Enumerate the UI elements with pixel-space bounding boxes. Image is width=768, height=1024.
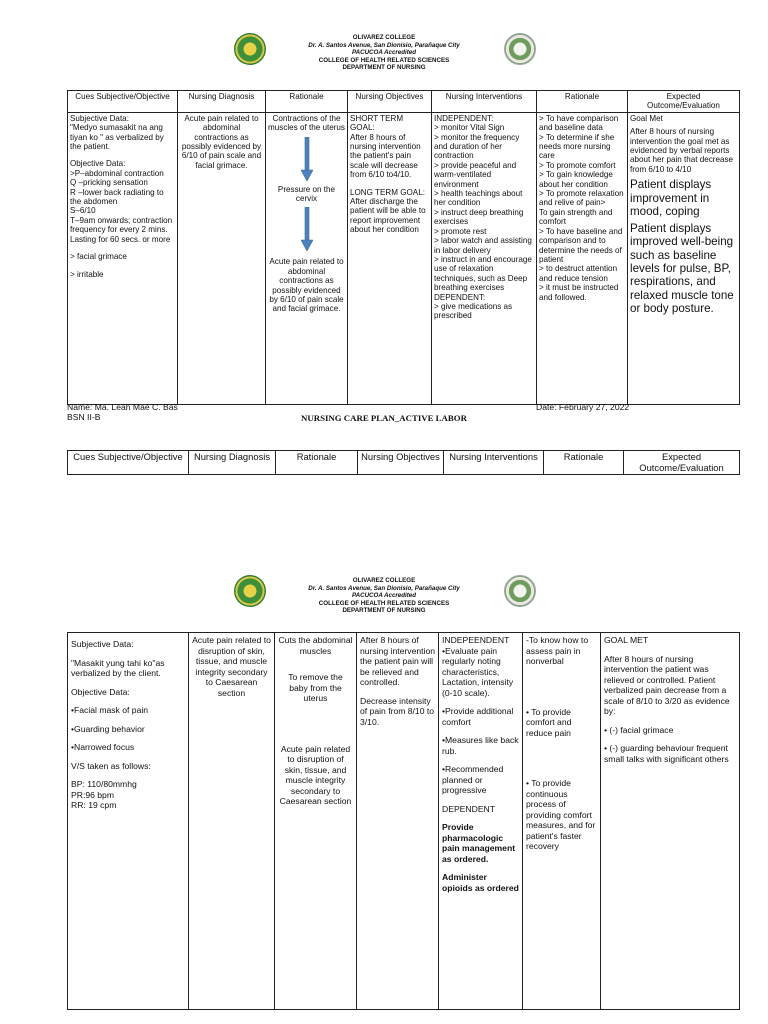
cue-line: Objective Data: [71, 686, 130, 697]
outcome-evidence: • (-) facial grimace [604, 724, 674, 735]
plan-title: NURSING CARE PLAN_ACTIVE LABOR [301, 413, 467, 423]
rationale-2-cell [537, 112, 628, 404]
col-header-objectives: Nursing Objectives [348, 91, 432, 113]
care-plan-header-table [67, 450, 740, 475]
objectives-cell [357, 633, 439, 1010]
cue-line: "Masakit yung tahi ko"as verbalized by the client. [71, 657, 165, 678]
intervention-line: Provide pharmacologic pain management as ordered. [442, 822, 516, 864]
objective-line: After 8 hours of nursing intervention the patient pain will be relieved and controlled. [360, 635, 436, 687]
cue-line: "Medyo sumasakit na ang tiyan ko " as verbalized by the patient. [70, 123, 164, 152]
rationale-2-cell [523, 633, 601, 1010]
objectives-cell [348, 112, 432, 404]
col-header-rationale: Rationale [276, 451, 358, 475]
rationale-2-line: -To know how to assess pain in nonverbal [526, 635, 589, 666]
college-address: Dr. A. Santos Avenue, San Dionisio, Parañaque City [308, 41, 460, 49]
col-header-interventions: Nursing Interventions [444, 451, 544, 475]
col-header-objectives: Nursing Objectives [358, 451, 444, 475]
outcome-cell [628, 112, 740, 404]
cue-line: •Narrowed focus [71, 742, 135, 752]
cue-line: > facial grimace [70, 252, 127, 262]
outcome-statement: Patient displays improvement in mood, coping [630, 178, 712, 218]
intervention-line: •Evaluate pain regularly noting characteristics, Lactation, intensity (0-10 scale). [442, 645, 514, 698]
intervention-line: > health teachings about her condition [434, 189, 523, 208]
rationale-2-line: • To provide comfort and reduce pain [526, 706, 572, 738]
cue-line: PR:96 bpm [71, 789, 114, 800]
document-date: Date: February 27, 2022 [536, 402, 630, 412]
student-name: Name: Ma. Leah Mae C. Bas [67, 402, 178, 412]
cue-line: V/S taken as follows: [71, 760, 151, 771]
cue-line: RR: 19 cpm [71, 800, 117, 810]
cue-line: R –lower back radiating to the abdomen [70, 187, 164, 207]
diagnosis-cell: Acute pain related to disruption of skin, tissue, and muscle integrity secondary to Caesarean section [189, 633, 275, 1010]
intervention-line: > promote rest [434, 226, 487, 236]
cue-line: > irritable [70, 269, 104, 279]
intervention-line: > monitor the frequency and duration of her contraction [434, 132, 520, 161]
col-header-diagnosis: Nursing Diagnosis [189, 451, 276, 475]
interventions-cell [432, 112, 537, 404]
objective-line: SHORT TERM GOAL: [350, 113, 404, 133]
rationale-line: Contractions of the muscles of the uterus [268, 113, 345, 133]
objective-line: LONG TERM GOAL: [350, 187, 425, 197]
cues-cell [68, 633, 189, 1010]
col-header-outcome: Expected Outcome/Evaluation [624, 451, 740, 475]
rationale-2-line: > to destruct attention and reduce tension [539, 264, 618, 283]
intervention-line: •Recommended planned or progressive [442, 764, 504, 795]
col-header-cues: Cues Subjective/Objective [68, 451, 189, 475]
intervention-line: •Provide additional comfort [442, 706, 514, 727]
col-header-interventions: Nursing Interventions [432, 91, 537, 113]
outcome-title: GOAL MET [604, 635, 649, 645]
intervention-line: > give medications as prescribed [434, 301, 513, 321]
student-section: BSN II-B [67, 411, 101, 422]
interventions-cell [439, 633, 523, 1010]
department-name: DEPARTMENT OF NURSING [342, 607, 426, 615]
down-arrow-icon [301, 137, 313, 181]
rationale-2-line: > To have comparison and baseline data [539, 113, 619, 133]
outcome-text: After 8 hours of nursing intervention the patient was relieved or controlled. Patient verbalized pain decrease from a scale of 8/10 to 3/20 as evidence by: [604, 653, 730, 716]
department-name: DEPARTMENT OF NURSING [342, 64, 426, 72]
outcome-cell [601, 633, 740, 1010]
document-header [0, 34, 768, 72]
accreditation: PACUCOA Accredited [351, 49, 417, 57]
school-name: COLLEGE OF HEALTH RELATED SCIENCES [318, 56, 450, 64]
cue-line: Subjective Data: [70, 113, 129, 123]
col-header-rationale-2: Rationale [544, 451, 624, 475]
outcome-title: Goal Met [630, 113, 663, 123]
rationale-2-line: • To provide continuous process of providing comfort measures, and for patient's faster recovery [526, 778, 596, 851]
care-plan-table-caesarean [67, 632, 740, 1010]
objective-line: After 8 hours of nursing intervention the patient's pain scale will decrease from 6/10 to4/10. [350, 132, 421, 180]
col-header-rationale: Rationale [266, 91, 348, 113]
college-address: Dr. A. Santos Avenue, San Dionisio, Parañaque City [308, 584, 460, 592]
college-name: OLIVAREZ COLLEGE [352, 34, 416, 41]
intervention-line: > monitor Vital Sign [434, 123, 505, 133]
col-header-cues: Cues Subjective/Objective [68, 91, 178, 113]
rationale-2-line: > To promote relaxation and relive of pain> [539, 189, 624, 208]
table-row [68, 112, 740, 404]
cues-cell [68, 112, 178, 404]
care-plan-table-active-labor [67, 90, 740, 405]
intervention-line: DEPENDENT [442, 803, 496, 814]
intervention-line: INDEPENDENT: [434, 113, 494, 123]
rationale-line: To remove the baby from the uterus [288, 672, 343, 703]
college-name: OLIVAREZ COLLEGE [352, 577, 416, 584]
intervention-line: > instruct deep breathing exercises [434, 207, 524, 227]
outcome-text: After 8 hours of nursing intervention the goal met as evidenced by verbal reports about her pain that decrease from 6/10 to 4/10 [630, 127, 734, 174]
col-header-outcome: Expected Outcome/Evaluation [628, 91, 740, 113]
rationale-2-line: > To have baseline and comparison and to determine the needs of patient [539, 226, 623, 264]
table-header-row [68, 91, 740, 113]
cue-line: Objective Data: [70, 159, 126, 169]
rationale-line: Pressure on the cervix [277, 184, 336, 204]
rationale-line: Acute pain related to disruption of skin, tissue, and muscle integrity secondary to Caesarean section [279, 743, 352, 806]
intervention-line: > provide peaceful and warm-ventilated environment [434, 160, 517, 189]
rationale-2-line: > To promote comfort [539, 160, 616, 170]
rationale-2-line: > To determine if she needs more nursing care [539, 132, 615, 161]
intervention-line: INDEPEENDENT [442, 635, 510, 645]
outcome-statement: Patient displays improved well-being such as baseline levels for pulse, BP, respirations, and relaxed muscle tone or body posture. [630, 222, 734, 315]
table-header-row [68, 451, 740, 475]
accreditation: PACUCOA Accredited [351, 592, 417, 600]
rationale-2-line: To gain strength and comfort [539, 207, 613, 227]
intervention-line: •Measures like back rub. [442, 735, 519, 756]
table-row [68, 633, 740, 1010]
school-name: COLLEGE OF HEALTH RELATED SCIENCES [318, 599, 450, 607]
objective-line: After discharge the patient will be able to report improvement about her condition [350, 197, 426, 235]
cue-line: BP: 110/80mmhg [71, 779, 137, 789]
rationale-2-line: > To gain knowledge about her condition [539, 170, 613, 189]
rationale-line: Acute pain related to abdominal contractions as possibly evidenced by 6/10 of pain scale and facial grimace. [269, 257, 344, 314]
col-header-diagnosis: Nursing Diagnosis [178, 91, 266, 113]
cue-line: Q –pricking sensation [70, 178, 148, 188]
cue-line: Subjective Data: [71, 639, 134, 649]
cue-line: S–6/10 [70, 206, 96, 216]
col-header-rationale-2: Rationale [537, 91, 628, 113]
rationale-cell [275, 633, 357, 1010]
cue-line: >P–abdominal contraction [70, 168, 164, 178]
cue-line: T–9am onwards; contraction frequency for every 2 mins. Lasting for 60 secs. or more [70, 215, 173, 244]
rationale-line: Cuts the abdominal muscles [278, 635, 353, 656]
rationale-2-line: > it must be instructed and followed. [539, 283, 619, 302]
intervention-line: > instruct in and encourage use of relaxation techniques, such as Deep breathing exercises [434, 254, 532, 293]
cue-line: •Facial mask of pain [71, 705, 149, 715]
document-header [0, 577, 768, 615]
cue-line: •Guarding behavior [71, 723, 145, 734]
intervention-line: > labor watch and assisting in labor delivery [434, 236, 532, 255]
outcome-evidence: • (-) guarding behaviour frequent small talks with significant others [604, 743, 729, 764]
down-arrow-icon [301, 207, 313, 251]
rationale-cell [266, 112, 348, 404]
intervention-line: DEPENDENT: [434, 292, 486, 302]
intervention-line: Administer opioids as ordered [442, 872, 519, 893]
objective-line: Decrease intensity of pain from 8/10 to 3/10. [360, 695, 435, 727]
diagnosis-cell: Acute pain related to abdominal contractions as possibly evidenced by 6/10 of pain scale and facial grimace. [178, 112, 266, 404]
